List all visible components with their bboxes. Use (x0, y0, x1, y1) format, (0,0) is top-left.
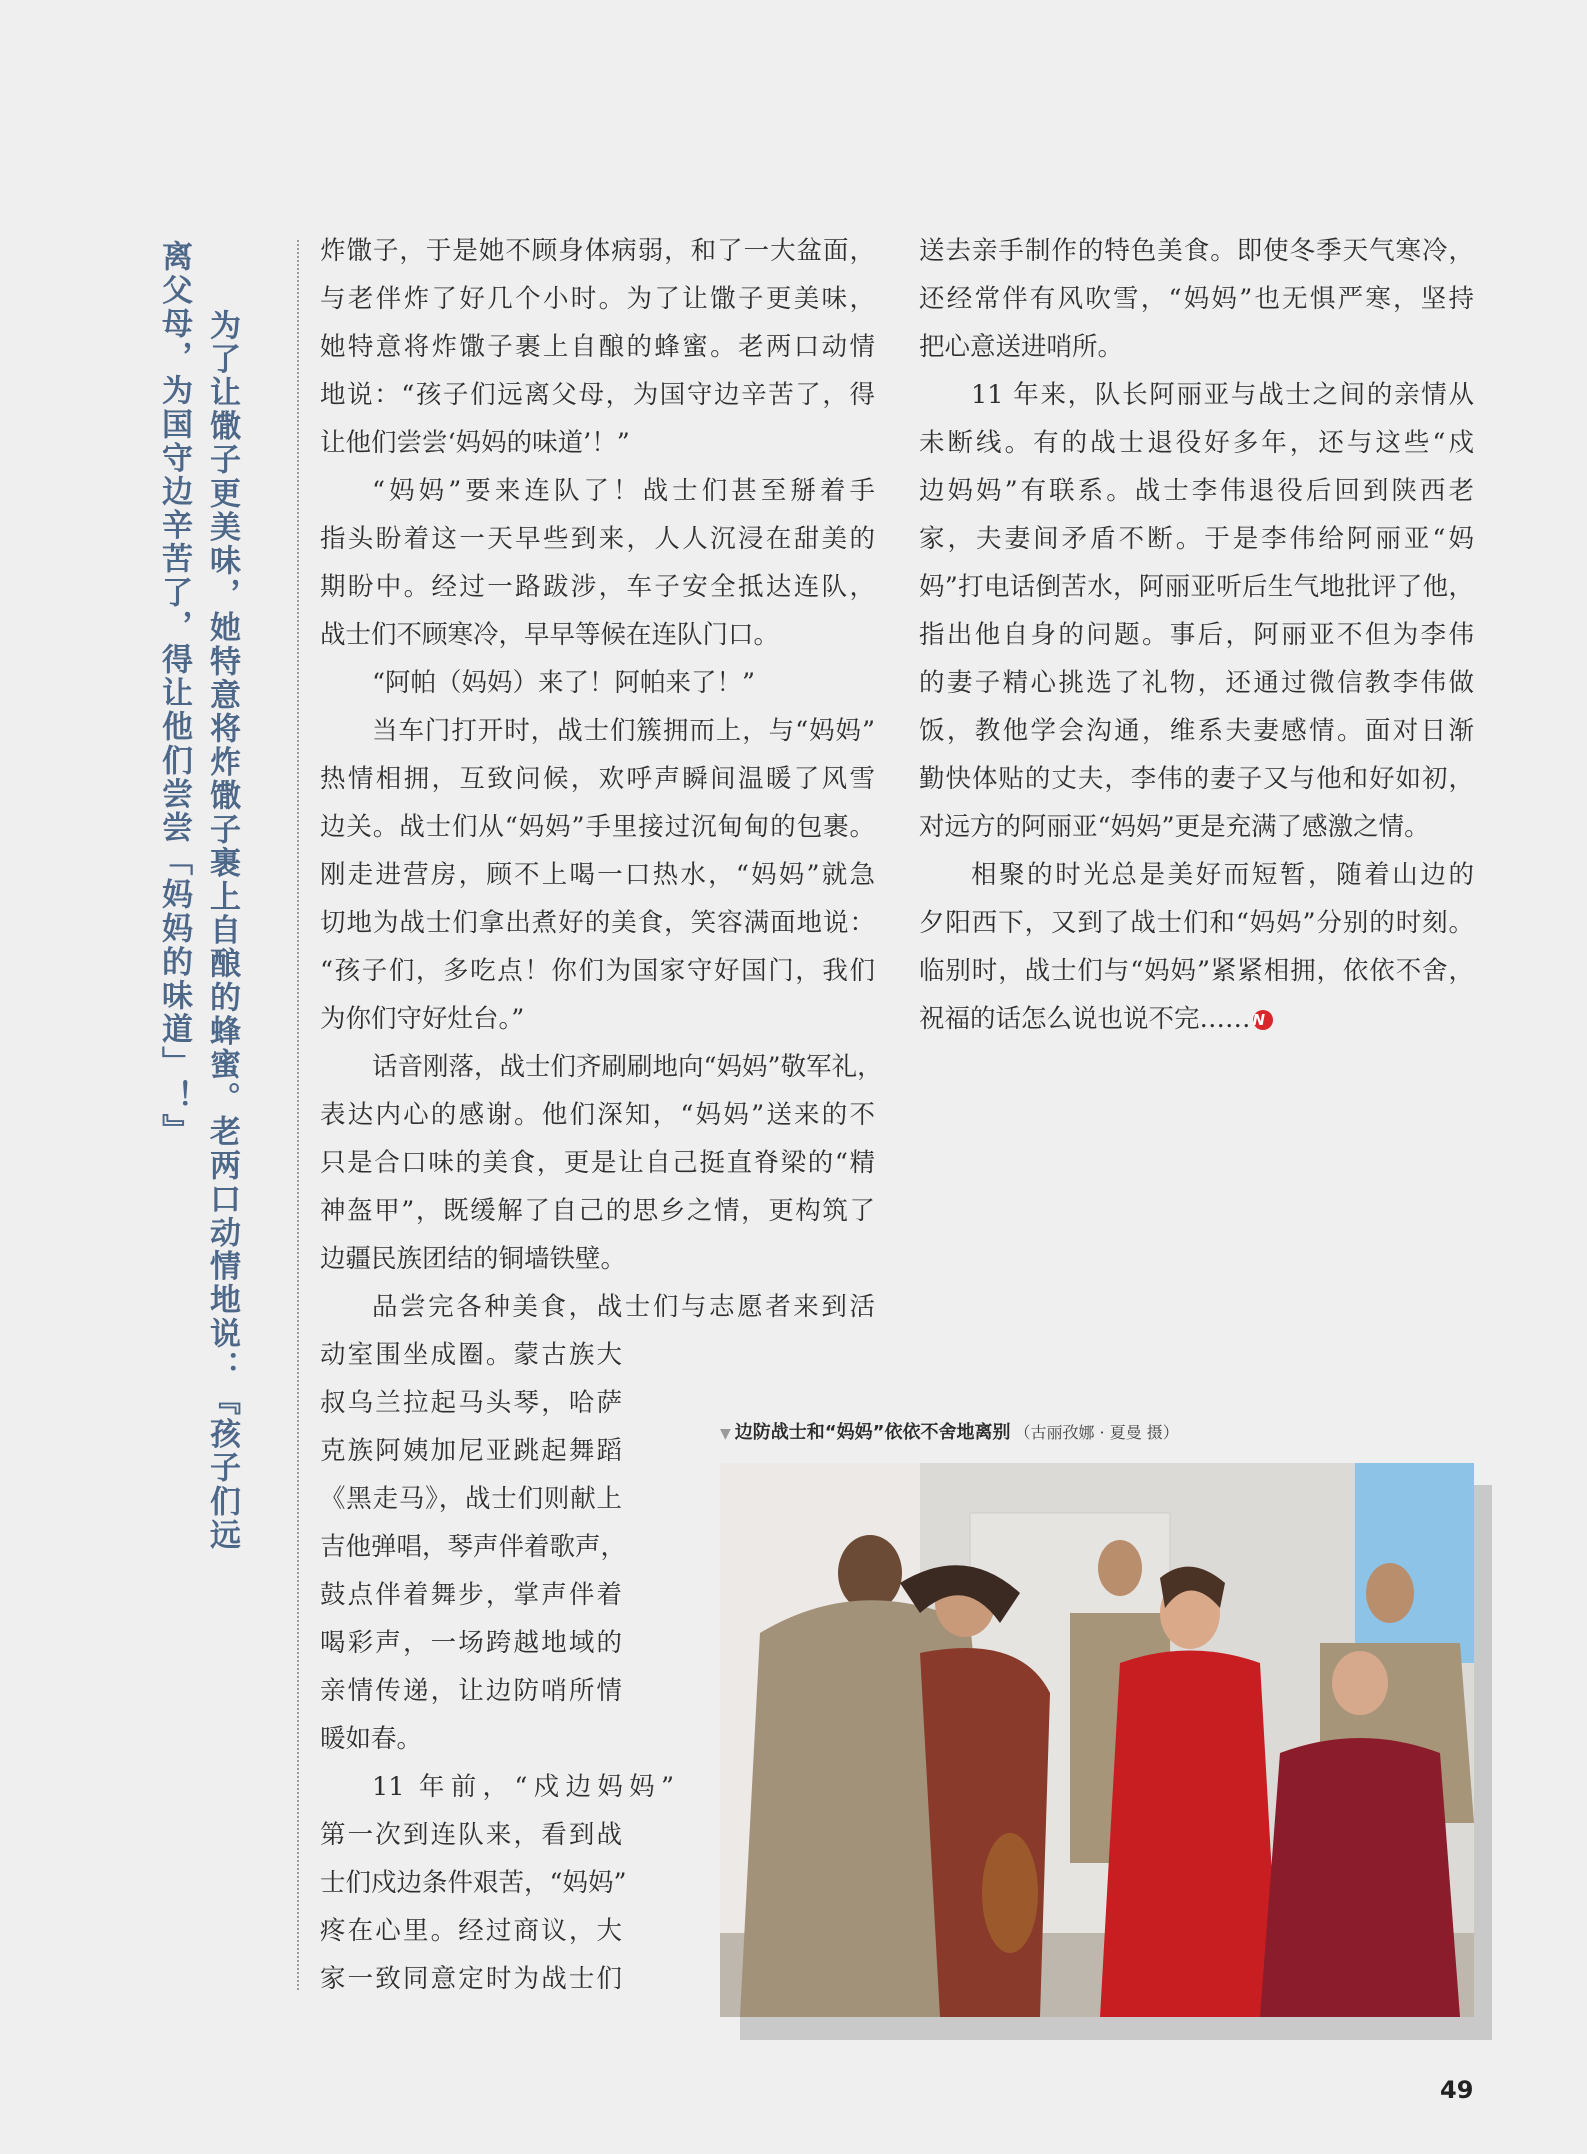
text-line: 喝彩声，一场跨越地域的 (320, 1628, 622, 1658)
dotted-divider (297, 240, 299, 1990)
text-line: 期盼中。经过一路跋涉，车子安全抵达连队， (320, 572, 875, 602)
text-line: 当车门打开时，战士们簇拥而上，与“妈妈” (372, 716, 875, 746)
text-column-right (919, 227, 1474, 1043)
text-line: “阿帕（妈妈）来了！阿帕来了！” (372, 668, 756, 698)
text-line: 为你们守好灶台。” (320, 1004, 525, 1034)
page-number: 49 (1440, 2076, 1474, 2104)
text-line: 送去亲手制作的特色美食。即使冬季天气寒冷， (919, 236, 1474, 266)
text-line: 的妻子精心挑选了礼物，还通过微信教李伟做 (919, 668, 1474, 698)
text-line: 边妈妈”有联系。战士李伟退役后回到陕西老 (919, 476, 1474, 506)
photo-soldiers-and-mothers (720, 1463, 1474, 2017)
text-line: 勤快体贴的丈夫，李伟的妻子又与他和好如初， (919, 764, 1474, 794)
text-line: 未断线。有的战士退役好多年，还与这些“戍 (919, 428, 1474, 458)
text-line: 亲情传递，让边防哨所情 (320, 1676, 622, 1706)
text-line: 只是合口味的美食，更是让自己挺直脊梁的“精 (320, 1148, 875, 1178)
text-line: 鼓点伴着舞步，掌声伴着 (320, 1580, 622, 1610)
text-line: 临别时，战士们与“妈妈”紧紧相拥，依依不舍， (919, 956, 1474, 986)
text-line: 家一致同意定时为战士们 (320, 1964, 622, 1994)
text-line: 动室围坐成圈。蒙古族大 (320, 1340, 622, 1370)
text-line: 吉他弹唱，琴声伴着歌声， (320, 1532, 627, 1562)
text-line: 叔乌兰拉起马头琴，哈萨 (320, 1388, 622, 1418)
text-line: 表达内心的感谢。他们深知，“妈妈”送来的不 (320, 1100, 875, 1130)
text-line: 指头盼着这一天早些到来，人人沉浸在甜美的 (320, 524, 875, 554)
text-line: 把心意送进哨所。 (919, 332, 1124, 362)
text-line: 让他们尝尝‘妈妈的味道’！” (320, 428, 630, 458)
text-line: 相聚的时光总是美好而短暂，随着山边的 (971, 860, 1474, 890)
end-mark-logo-icon: N (1253, 1010, 1273, 1030)
pull-quote-line-2: 离父母，为国守边辛苦了，得让他们尝尝「妈妈的味道」！』 (156, 240, 192, 1148)
text-line: 饭，教他学会沟通，维系夫妻感情。面对日渐 (919, 716, 1474, 746)
text-line: 指出他自身的问题。事后，阿丽亚不但为李伟 (919, 620, 1474, 650)
text-line: 战士们不顾寒冷，早早等候在连队门口。 (320, 620, 780, 650)
text-line: “孩子们，多吃点！你们为国家守好国门，我们 (320, 956, 875, 986)
text-line: 刚走进营房，顾不上喝一口热水，“妈妈”就急 (320, 860, 875, 890)
text-line: 暖如春。 (320, 1724, 423, 1754)
text-line: 切地为战士们拿出煮好的美食，笑容满面地说： (320, 908, 875, 938)
text-line: “妈妈”要来连队了！战士们甚至掰着手 (372, 476, 875, 506)
text-line: 边关。战士们从“妈妈”手里接过沉甸甸的包裹。 (320, 812, 875, 842)
caption-triangle-icon: ▼ (720, 1426, 731, 1442)
text-line: 还经常伴有风吹雪，“妈妈”也无惧严寒，坚持 (919, 284, 1474, 314)
text-line: 妈”打电话倒苦水，阿丽亚听后生气地批评了他， (919, 572, 1474, 602)
text-line: 克族阿姨加尼亚跳起舞蹈 (320, 1436, 622, 1466)
text-line: 她特意将炸馓子裹上自酿的蜂蜜。老两口动情 (320, 332, 875, 362)
photo-image (720, 1463, 1474, 2017)
text-line: 第一次到连队来，看到战 (320, 1820, 622, 1850)
text-line: 夕阳西下，又到了战士们和“妈妈”分别的时刻。 (919, 908, 1474, 938)
text-line: 祝福的话怎么说也说不完…… N (919, 995, 1474, 1043)
text-line: 品尝完各种美食，战士们与志愿者来到活 (372, 1292, 875, 1322)
caption-credit: （古丽孜娜 · 夏曼 摄） (1014, 1423, 1179, 1442)
caption-title: 边防战士和“妈妈”依依不舍地离别 (734, 1422, 1011, 1443)
text-line: 《黑走马》，战士们则献上 (320, 1484, 622, 1514)
text-line: 士们戍边条件艰苦，“妈妈” (320, 1868, 627, 1898)
text-line: 对远方的阿丽亚“妈妈”更是充满了感激之情。 (919, 812, 1430, 842)
text-line: 11 年前，“戍边妈妈” (372, 1772, 674, 1802)
text-line: 话音刚落，战士们齐刷刷地向“妈妈”敬军礼， (372, 1052, 883, 1082)
text-line: 炸馓子，于是她不顾身体病弱，和了一大盆面， (320, 236, 875, 266)
text-line: 边疆民族团结的铜墙铁壁。 (320, 1244, 627, 1274)
text-line: 11 年来，队长阿丽亚与战士之间的亲情从 (971, 380, 1474, 410)
pull-quote-line-1: 为了让馓子更美味，她特意将炸馓子裹上自酿的蜂蜜。老两口动情地说：『孩子们远 (204, 309, 240, 1553)
text-line: 地说：“孩子们远离父母，为国守边辛苦了，得 (320, 380, 875, 410)
text-line: 与老伴炸了好几个小时。为了让馓子更美味， (320, 284, 875, 314)
text-line: 热情相拥，互致问候，欢呼声瞬间温暖了风雪 (320, 764, 875, 794)
text-line: 神盔甲”，既缓解了自己的思乡之情，更构筑了 (320, 1196, 875, 1226)
text-line: 家，夫妻间矛盾不断。于是李伟给阿丽亚“妈 (919, 524, 1474, 554)
photo-caption (720, 1418, 1179, 1444)
text-line: 疼在心里。经过商议，大 (320, 1916, 622, 1946)
